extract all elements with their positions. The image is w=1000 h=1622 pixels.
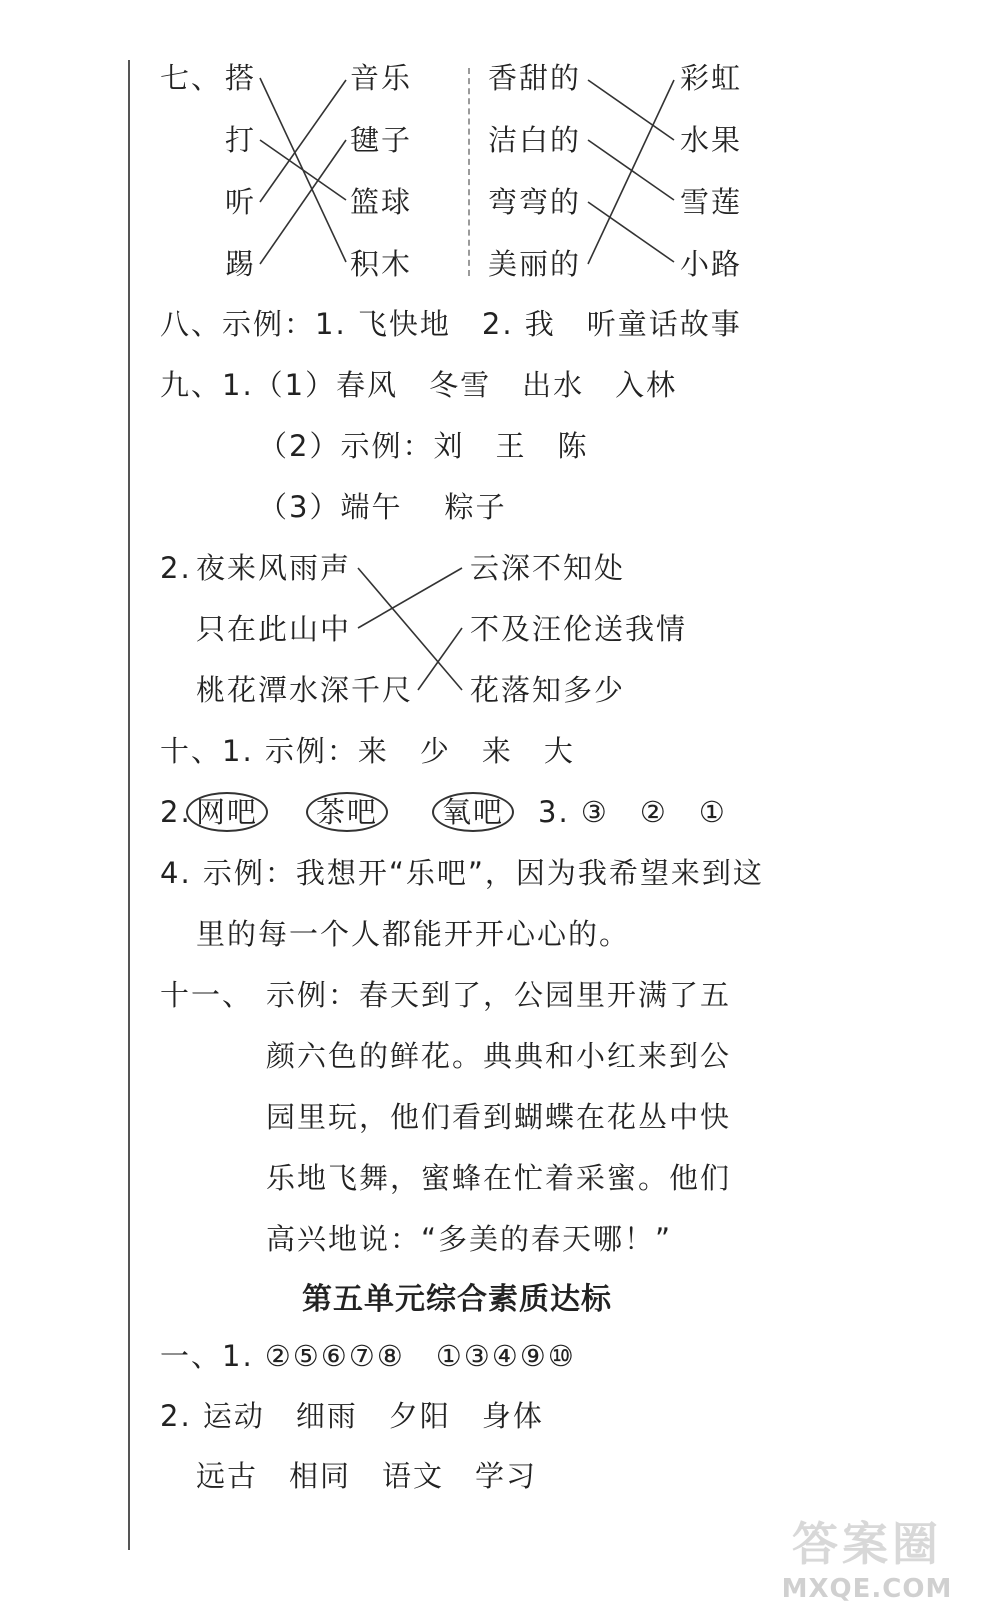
match-line xyxy=(588,80,674,140)
poem-right-line: 花落知多少 xyxy=(470,673,626,707)
match-line xyxy=(260,80,346,202)
q10-4-line-1: 4. 示例：我想开“乐吧”，因为我希望来到这 xyxy=(160,856,764,890)
q7-label: 七、 xyxy=(160,61,223,95)
q7-right-target: 彩虹 xyxy=(680,61,743,95)
unit5-line-3: 远古 相同 语文 学习 xyxy=(196,1459,538,1493)
match-line xyxy=(358,568,462,690)
q11-line: 示例：春天到了，公园里开满了五 xyxy=(266,978,732,1012)
q8-answer: 八、示例：1. 飞快地 2. 我 听童话故事 xyxy=(160,307,742,341)
watermark-logo-text: 答案圈 xyxy=(792,1517,942,1571)
q10-2-label: 2. xyxy=(160,795,192,829)
poem-left-line: 只在此山中 xyxy=(196,612,352,646)
q9-2-label: 2. xyxy=(160,551,192,585)
q11-line: 高兴地说：“多美的春天哪！” xyxy=(266,1222,673,1256)
q10-4-line-2: 里的每一个人都能开开心心的。 xyxy=(196,917,631,951)
q7-right-word: 洁白的 xyxy=(488,123,582,157)
poem-left-line: 夜来风雨声 xyxy=(196,551,352,585)
match-line xyxy=(588,202,674,262)
watermark xyxy=(752,1516,982,1616)
q7-right-word: 香甜的 xyxy=(488,61,582,95)
match-line xyxy=(418,628,462,690)
unit5-line-2: 2. 运动 细雨 夕阳 身体 xyxy=(160,1399,544,1433)
q9-line-3: （3）端午 粽子 xyxy=(258,490,507,524)
poem-right-line: 云深不知处 xyxy=(470,551,626,585)
match-line xyxy=(588,80,674,264)
poem-right-line: 不及汪伦送我情 xyxy=(470,612,688,646)
q7-left-word: 搭 xyxy=(225,61,257,95)
unit5-line-1: 一、1. ②⑤⑥⑦⑧ ①③④⑨⑩ xyxy=(160,1339,576,1373)
circled-word: 茶吧 xyxy=(306,792,388,832)
q10-line-1: 十、1. 示例：来 少 来 大 xyxy=(160,734,575,768)
q11-label: 十一、 xyxy=(160,978,254,1012)
q7-left-word: 打 xyxy=(225,123,257,157)
q11-line: 园里玩，他们看到蝴蝶在花丛中快 xyxy=(266,1100,732,1134)
q11-line: 颜六色的鲜花。典典和小红来到公 xyxy=(266,1039,732,1073)
watermark-url: MXQE.COM xyxy=(781,1574,953,1604)
match-line xyxy=(588,140,674,200)
q7-right-word: 美丽的 xyxy=(488,247,582,281)
circled-word: 氧吧 xyxy=(432,792,514,832)
q7-right-target: 雪莲 xyxy=(680,185,743,219)
match-line xyxy=(260,140,346,200)
q11-line: 乐地飞舞，蜜蜂在忙着采蜜。他们 xyxy=(266,1161,732,1195)
circled-word: 网吧 xyxy=(186,792,268,832)
q9-line-2: （2）示例：刘 王 陈 xyxy=(258,429,589,463)
poem-left-line: 桃花潭水深千尺 xyxy=(196,673,414,707)
q7-left-target: 积木 xyxy=(350,247,413,281)
q7-right-target: 水果 xyxy=(680,123,743,157)
q7-left-word: 踢 xyxy=(225,247,257,281)
q7-left-target: 毽子 xyxy=(350,123,413,157)
q9-line-1: 九、1.（1）春风 冬雪 出水 入林 xyxy=(160,368,678,402)
q7-left-target: 音乐 xyxy=(350,61,413,95)
q7-right-word: 弯弯的 xyxy=(488,185,582,219)
match-line xyxy=(260,140,346,264)
q7-left-target: 篮球 xyxy=(350,185,413,219)
section-title: 第五单元综合素质达标 xyxy=(302,1282,612,1317)
match-line xyxy=(358,568,462,628)
q10-3-answer: 3. ③ ② ① xyxy=(538,795,727,829)
q7-right-target: 小路 xyxy=(680,247,743,281)
q7-left-word: 听 xyxy=(225,185,257,219)
